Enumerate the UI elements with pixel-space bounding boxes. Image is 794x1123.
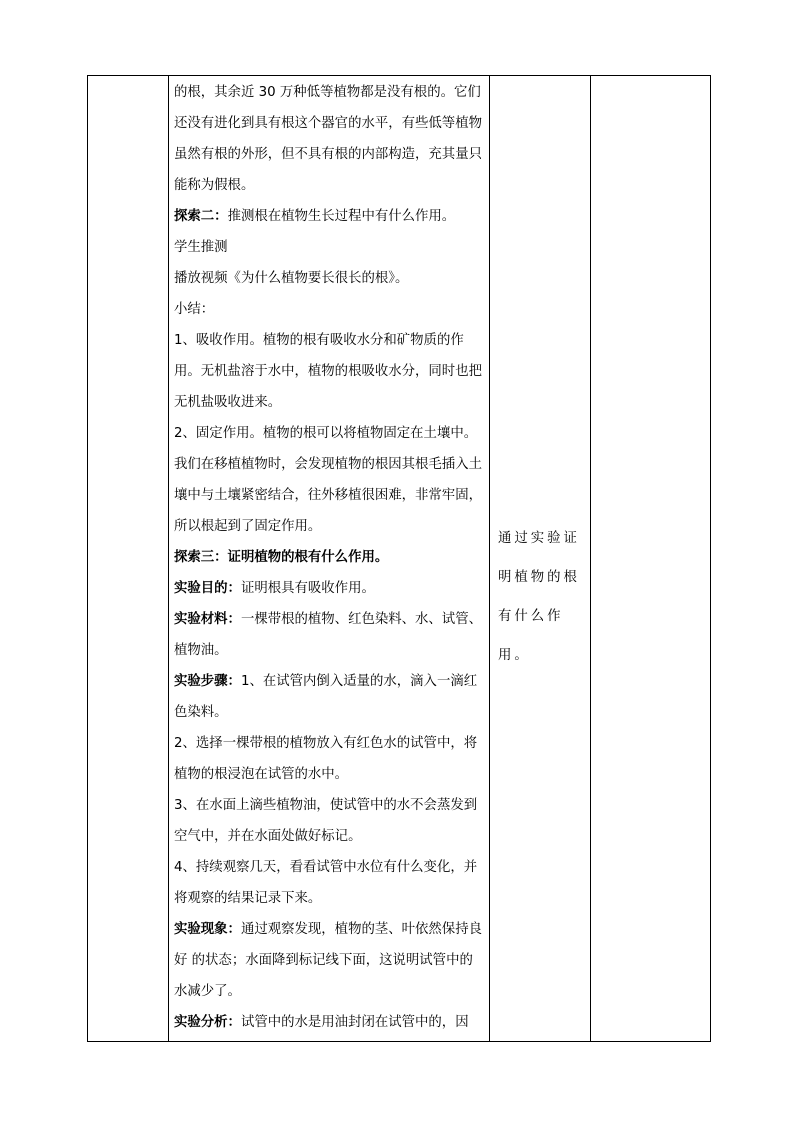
paragraph: 2、选择一棵带根的植物放入有红色水的试管中，将植物的根浸泡在试管的水中。 — [174, 736, 478, 782]
paragraph: 小结： — [174, 302, 215, 317]
paragraph: 3、在水面上滴些植物油，使试管中的水不会蒸发到空气中，并在水面处做好标记。 — [174, 798, 478, 844]
intent-line: 明植物的根 — [498, 569, 580, 585]
paragraph: 实验目的：证明根具有吸收作用。 — [174, 581, 375, 596]
paragraph: 2、固定作用。植物的根可以将植物固定在土壤中。我们在移植植物时，会发现植物的根因其根毛插入土壤中与土壤紧密结合，往外移植很困难，非常牢固，所以根起到了固定作用。 — [174, 426, 482, 534]
activity-content — [169, 76, 489, 1038]
lesson-table — [87, 75, 711, 1042]
paragraph: 实验现象：通过观察发现，植物的茎、叶依然保持良好 的状态；水面降到标记线下面，这说明试管中的水减少了。 — [174, 922, 482, 999]
activity-cell — [169, 76, 490, 1042]
blank-cell-right — [591, 76, 711, 1042]
paragraph: 探索二：推测根在植物生长过程中有什么作用。 — [174, 209, 456, 224]
paragraph: 4、持续观察几天，看看试管中水位有什么变化，并将观察的结果记录下来。 — [174, 860, 478, 906]
design-intent-text — [490, 519, 590, 675]
design-intent-cell — [490, 76, 591, 1042]
paragraph: 1、吸收作用。植物的根有吸收水分和矿物质的作用。无机盐溶于水中，植物的根吸收水分，同时也把无机盐吸收进来。 — [174, 333, 482, 410]
intent-line: 有什么作用。 — [498, 608, 564, 663]
paragraph: 探索三：证明植物的根有什么作用。 — [174, 550, 389, 565]
blank-cell-left — [88, 76, 169, 1042]
paragraph: 实验分析：试管中的水是用油封闭在试管中的，因 — [174, 1015, 469, 1030]
paragraph: 的根，其余近 30 万种低等植物都是没有根的。它们还没有进化到具有根这个器官的水平，有些低等植物虽然有根的外形，但不具有根的内部构造，充其量只能称为假根。 — [174, 85, 482, 193]
paragraph: 实验材料：一棵带根的植物、红色染料、水、试管、植物油。 — [174, 612, 482, 658]
paragraph: 实验步骤：1、在试管内倒入适量的水，滴入一滴红色染料。 — [174, 674, 478, 720]
paragraph: 播放视频《为什么植物要长很长的根》。 — [174, 271, 409, 286]
table-row — [88, 76, 711, 1042]
intent-line: 通过实验证 — [498, 530, 580, 546]
paragraph: 学生推测 — [174, 240, 228, 255]
